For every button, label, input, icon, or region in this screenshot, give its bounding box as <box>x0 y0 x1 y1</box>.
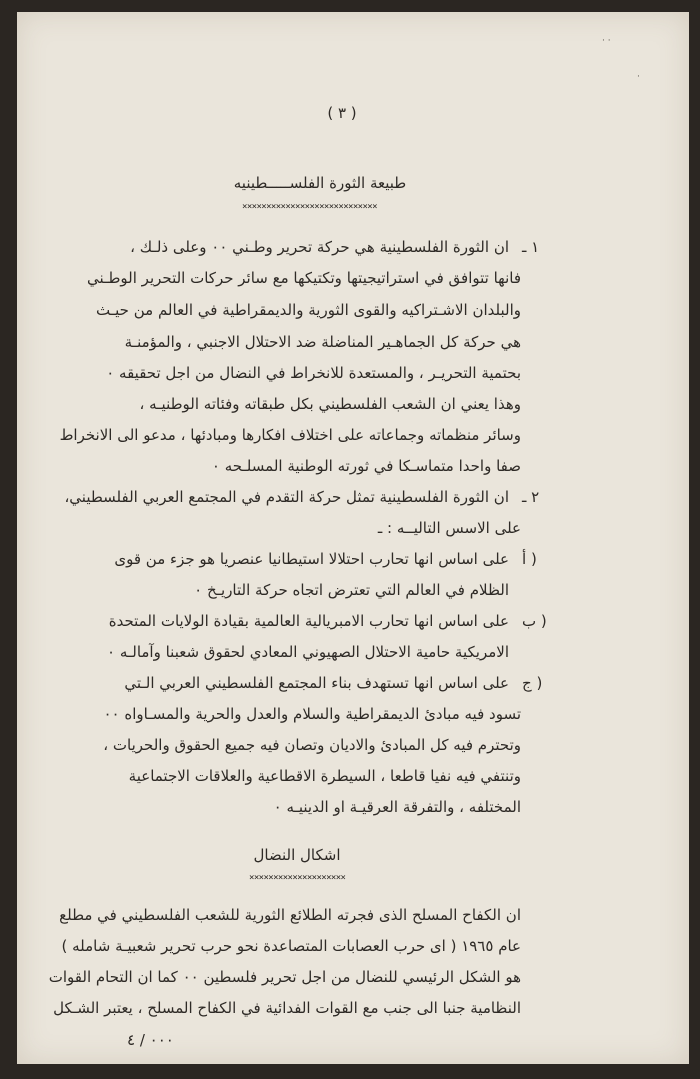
text-line: ان الكفاح المسلح الذى فجرته الطلائع الثورية للشعب الفلسطيني في مطلع <box>59 906 521 924</box>
section-title-nature: طبيعة الثورة الفلســـــطينيه <box>233 174 407 192</box>
document-page <box>17 12 689 1064</box>
text-line: فانها تتوافق في استراتيجيتها وتكتيكها مع سائر حركات التحرير الوطـني <box>87 269 521 287</box>
text-line: وهذا يعني ان الشعب الفلسطيني بكل طبقاته وفئاته الوطنيـه ، <box>139 395 521 413</box>
continuation-marker: ٠٠٠ / ٤ <box>127 1031 174 1049</box>
item-letter-b: ب ) <box>522 612 547 630</box>
text-line: المختلفه ، والتفرقة العرقيـة او الدينيـه ٠ <box>273 798 521 816</box>
text-line: النظامية جنبا الى جنب مع القوات الفدائية في الكفاح المسلح ، يعتبر الشـكل <box>53 999 521 1017</box>
text-line: الامريكية حامية الاحتلال الصهيوني المعادي لحقوق شعبنا وآمالـه ٠ <box>106 643 509 661</box>
text-line: تسود فيه مبادئ الديمقراطية والسلام والعدل والحرية والمسـاواه ٠٠ <box>103 705 521 723</box>
text-line: على الاسس التاليــه : ـ <box>377 519 521 537</box>
text-line: والبلدان الاشـتراكيه والقوى الثورية والديمقراطية في العالم من حيـث <box>96 301 521 319</box>
page-number: ( ٣ ) <box>327 104 357 122</box>
text-line: عام ١٩٦٥ ( اى حرب العصابات المتصاعدة نحو حرب تحرير شعبيـة شامله ) <box>61 937 521 955</box>
title-underline-1: ×××××××××××××××××××××××××××× <box>242 202 377 212</box>
text-line: على اساس انها تحارب الامبريالية العالمية بقيادة الولايات المتحدة <box>108 612 509 630</box>
text-line: ان الثورة الفلسطينية تمثل حركة التقدم في المجتمع العربي الفلسطيني، <box>64 488 509 506</box>
text-line: على اساس انها تحارب احتلالا استيطانيا عنصريا هو جزء من قوى <box>114 550 509 568</box>
text-line: هو الشكل الرئيسي للنضال من اجل تحرير فلسطين ٠٠ كما ان التحام القوات <box>48 968 521 986</box>
section-title-struggle: اشكال النضال <box>253 846 341 864</box>
text-line: صفا واحدا متماسـكا في ثورته الوطنية المسلـحه ٠ <box>211 457 521 475</box>
item-number-2: ٢ ـ <box>522 488 540 506</box>
text-line: ان الثورة الفلسطينية هي حركة تحرير وطـني ٠٠ وعلى ذلـك ، <box>130 238 509 256</box>
text-line: الظلام في العالم التي تعترض اتجاه حركة التاريـخ ٠ <box>194 581 509 599</box>
text-line: وسائر منظماته وجماعاته على اختلاف افكارها ومبادئها ، مدعو الى الانخراط <box>59 426 521 444</box>
text-line: هي حركة كل الجماهـير المناضلة ضد الاحتلال الاجنبي ، والمؤمنـة <box>124 333 521 351</box>
text-line: على اساس انها تستهدف بناء المجتمع الفلسطيني العربي الـتي <box>124 674 509 692</box>
item-letter-a: أ ) <box>522 550 537 568</box>
page-specks: · · <box>602 36 611 46</box>
page-speck: · <box>637 72 640 82</box>
title-underline-2: ×××××××××××××××××××× <box>249 873 346 883</box>
text-line: بحتمية التحريـر ، والمستعدة للانخراط في النضال من اجل تحقيقه ٠ <box>106 364 521 382</box>
item-number-1: ١ ـ <box>522 238 540 256</box>
text-line: وتحترم فيه كل المبادئ والاديان وتصان فيه جميع الحقوق والحريات ، <box>103 736 521 754</box>
text-line: وتنتفي فيه نفيا قاطعا ، السيطرة الاقطاعية والعلاقات الاجتماعية <box>128 767 521 785</box>
item-letter-j: ج ) <box>522 674 543 692</box>
